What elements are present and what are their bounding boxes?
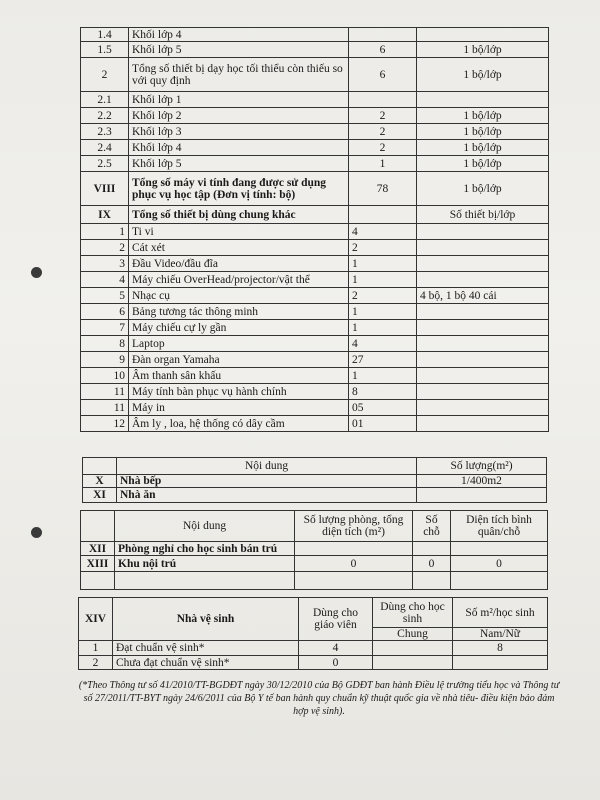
table-row: 3 Đầu Video/đầu đĩa 1 — [81, 256, 549, 272]
table-row: X Nhà bếp 1/400m2 — [83, 475, 547, 488]
table-row: 6 Bảng tương tác thông minh 1 — [81, 304, 549, 320]
table-row: 10 Âm thanh sân khấu 1 — [81, 368, 549, 384]
kitchen-table — [82, 457, 547, 503]
table-row: 8 Laptop 4 — [81, 336, 549, 352]
equipment-table — [80, 27, 549, 432]
table-row: XII Phòng nghỉ cho học sinh bán trú — [81, 542, 548, 556]
punch-hole-bottom — [31, 527, 42, 538]
table-header: XIV Nhà vệ sinh Dùng cho giáo viên Dùng cho học sinh Số m²/học sinh — [79, 598, 548, 628]
toilet-table — [78, 597, 548, 670]
table-row: VIII Tổng số máy vi tính đang được sử dụng phục vụ học tập (Đơn vị tính: bộ) 78 1 bộ/lớp — [81, 172, 549, 206]
table-row: 2.4 Khối lớp 4 2 1 bộ/lớp — [81, 140, 549, 156]
table-row: IX Tổng số thiết bị dùng chung khác Số thiết bị/lớp — [81, 206, 549, 224]
table-row: 1 Ti vi 4 — [81, 224, 549, 240]
table-row: XI Nhà ăn — [83, 488, 547, 503]
table-row: 5 Nhạc cụ 2 4 bộ, 1 bộ 40 cái — [81, 288, 549, 304]
footnote: (*Theo Thông tư số 41/2010/TT-BGDĐT ngày 30/12/2010 của Bộ GDĐT ban hành Điều lệ trường tiểu học và Thông tư số 27/2011/TT-BYT ngày 24/6/2011 của Bộ Y tế ban hành quy chuẩn kỹ thuật quốc gia về nhà tiêu- điều kiện bảo đảm hợp vệ sinh). — [78, 680, 560, 717]
table-row: XIII Khu nội trú 0 0 0 — [81, 556, 548, 572]
table-header: Nội dung Số lượng(m²) — [83, 458, 547, 475]
table-row: 4 Máy chiếu OverHead/projector/vật thể 1 — [81, 272, 549, 288]
table-row: 9 Đàn organ Yamaha 27 — [81, 352, 549, 368]
table-row: 2.2 Khối lớp 2 2 1 bộ/lớp — [81, 108, 549, 124]
table-row: 2 Tổng số thiết bị dạy học tối thiểu còn thiếu so với quy định 6 1 bộ/lớp — [81, 58, 549, 92]
table-row: 2 Chưa đạt chuẩn vệ sinh* 0 — [79, 656, 548, 670]
table-row: 2.3 Khối lớp 3 2 1 bộ/lớp — [81, 124, 549, 140]
table-row: 2.5 Khối lớp 5 1 1 bộ/lớp — [81, 156, 549, 172]
table-row: 2.1 Khối lớp 1 — [81, 92, 549, 108]
table-row: 11 Máy in 05 — [81, 400, 549, 416]
table-row: 11 Máy tính bàn phục vụ hành chính 8 — [81, 384, 549, 400]
punch-hole-top — [31, 267, 42, 278]
table-row: 12 Âm ly , loa, hệ thống có dây cầm 01 — [81, 416, 549, 432]
table-header: Nội dung Số lượng phòng, tổng diện tích (m²) Số chỗ Diện tích bình quân/chỗ — [81, 511, 548, 542]
boarding-table — [80, 510, 548, 590]
table-row: 1.4 Khối lớp 4 — [81, 28, 549, 42]
table-row: 2 Cát xét 2 — [81, 240, 549, 256]
table-row: 7 Máy chiếu cự ly gần 1 — [81, 320, 549, 336]
table-row: 1.5 Khối lớp 5 6 1 bộ/lớp — [81, 42, 549, 58]
table-row — [81, 572, 548, 590]
table-header: Chung Nam/Nữ — [79, 628, 548, 641]
table-row: 1 Đạt chuẩn vệ sinh* 4 8 — [79, 641, 548, 656]
